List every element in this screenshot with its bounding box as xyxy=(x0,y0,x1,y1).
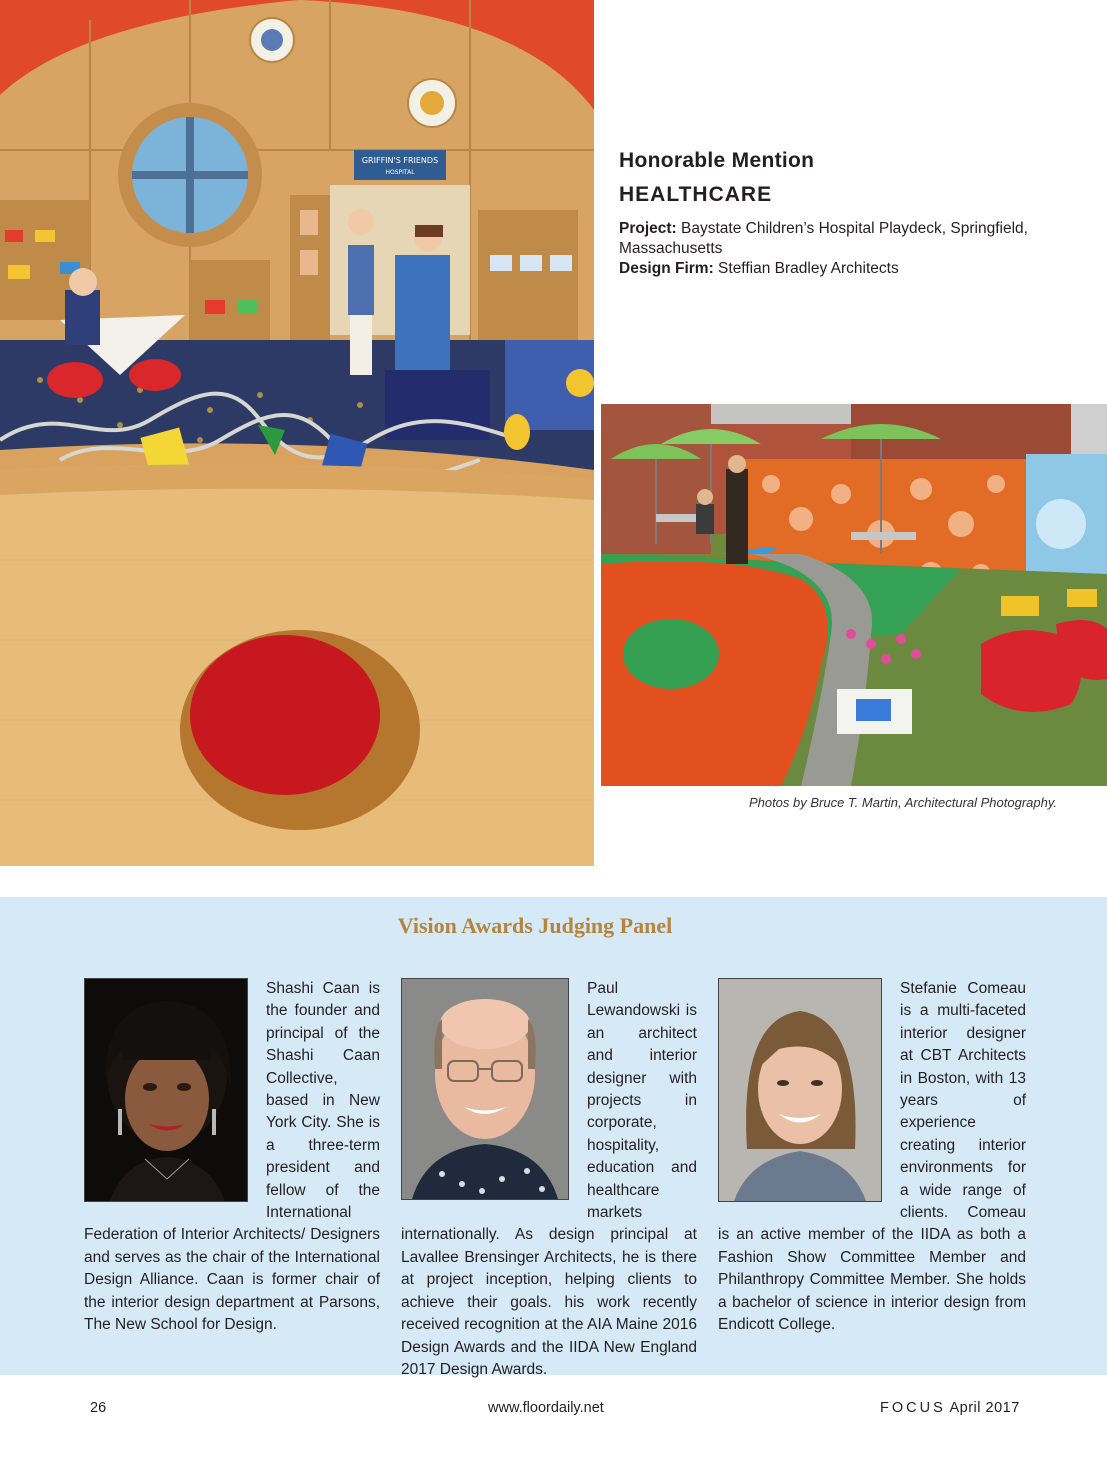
footer-issue xyxy=(880,1400,1020,1416)
paul-lewandowski-headshot xyxy=(401,978,569,1200)
project-value: Baystate Children’s Hospital Playdeck, Springfield, Massachusetts xyxy=(619,220,1028,257)
design-firm-label: Design Firm: xyxy=(619,260,714,277)
photo-credit: Photos by Bruce T. Martin, Architectural Photography. xyxy=(748,795,1057,810)
judge-paul-lewandowski xyxy=(401,978,697,1381)
shashi-caan-headshot xyxy=(84,978,248,1202)
stefanie-comeau-headshot xyxy=(718,978,882,1202)
playdeck-interior-photo xyxy=(0,0,594,866)
judging-panel xyxy=(0,897,1107,1378)
category-heading: HEALTHCARE xyxy=(619,183,773,206)
panel-title: Vision Awards Judging Panel xyxy=(397,913,673,938)
design-firm-value: Steffian Bradley Architects xyxy=(718,260,899,277)
project-details xyxy=(619,219,1089,279)
judge-stefanie-comeau xyxy=(718,978,1026,1337)
issue-date: April 2017 xyxy=(949,1400,1020,1416)
page-number: 26 xyxy=(90,1400,107,1416)
judge-shashi-caan xyxy=(84,978,380,1337)
judge-bio: Shashi Caan is the founder and principal of the Shashi Caan Collective, based in New York City. She is a three-term president and fellow of the International Federation of Interior Architects/ Designers and serves as the chair of the International Design Alliance. Caan is former chair of the interior design department at Parsons, The New School for Design. xyxy=(84,980,380,1334)
award-info xyxy=(619,149,1089,279)
magazine-name: FOCUS xyxy=(880,1400,946,1416)
judge-bio: Paul Lewandowski is an architect and interior designer with projects in corporate, hospitality, education and healthcare markets internationally. As design principal at Lavallee Brensinger Architects, he is there at project inception, helping clients to achieve their goals. his work recently received recognition at the AIA Maine 2016 Design Awards and the IIDA New England 2017 Design Awards. xyxy=(401,980,697,1378)
project-label: Project: xyxy=(619,220,677,237)
honorable-mention-heading: Honorable Mention xyxy=(619,149,815,172)
griffins-friends-sign-sub: HOSPITAL xyxy=(385,169,415,176)
footer-url: www.floordaily.net xyxy=(488,1400,604,1416)
judge-bio: Stefanie Comeau is a multi-faceted interior designer at CBT Architects in Boston, with 13 years of experience creating interior environments for a wide range of clients. Comeau is an active member of the IIDA as both a Fashion Show Committee Member and Philanthropy Committee Member. She holds a bachelor of science in interior design from Endicott College. xyxy=(718,980,1026,1334)
rooftop-playdeck-photo xyxy=(601,404,1107,786)
griffins-friends-sign: GRIFFIN'S FRIENDS xyxy=(361,156,439,165)
